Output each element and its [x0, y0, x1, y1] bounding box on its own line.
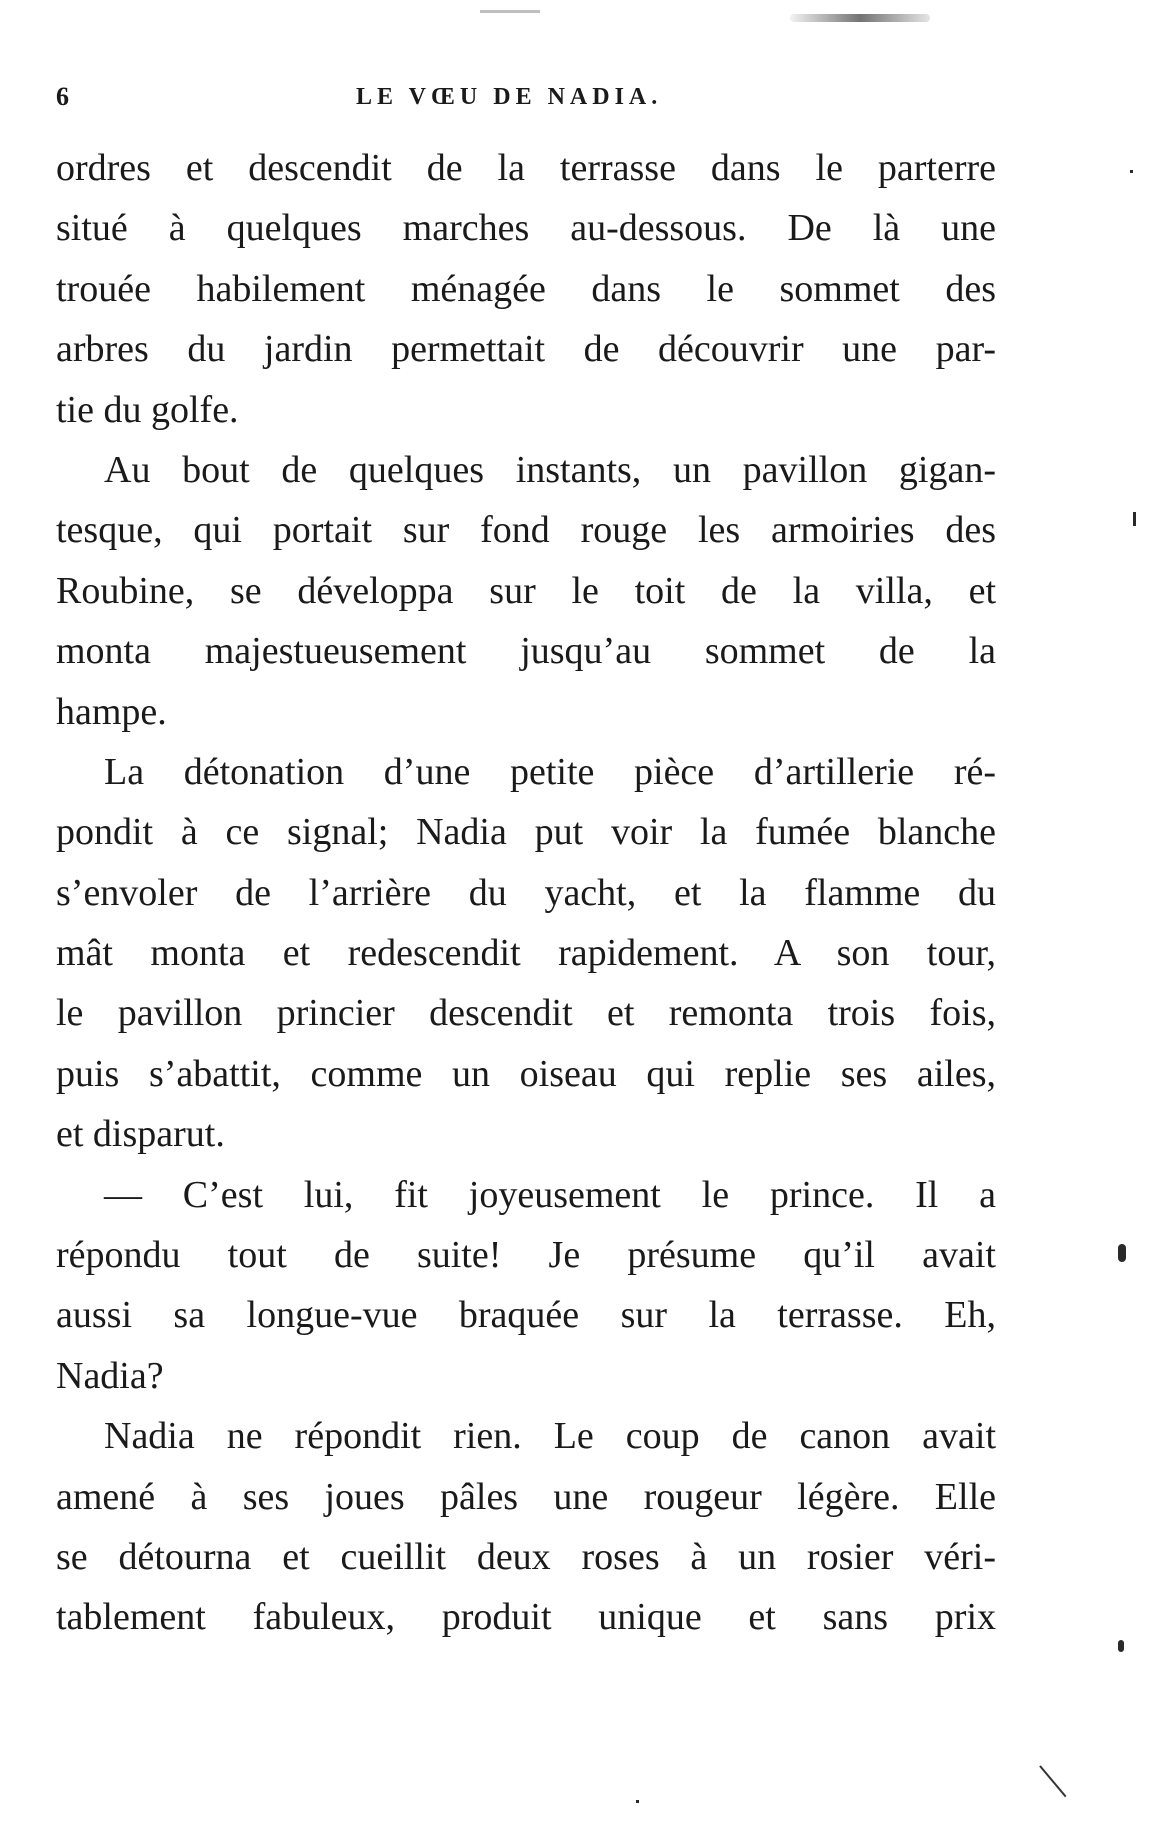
text-line: situé à quelques marches au-dessous. De là une: [56, 207, 996, 250]
text-line: mât monta et redescendit rapidement. A son tour,: [56, 932, 996, 975]
text-line: et disparut.: [56, 1113, 225, 1156]
text-line: Roubine, se développa sur le toit de la villa, et: [56, 569, 996, 612]
text-line: tie du golfe.: [56, 388, 239, 431]
scan-speck: [1118, 1244, 1126, 1262]
text-line: — C’est lui, fit joyeusement le prince. Il a: [104, 1173, 996, 1216]
text-line: amené à ses joues pâles une rougeur légère. Elle: [56, 1475, 996, 1518]
page-header: [56, 82, 996, 122]
text-line: Au bout de quelques instants, un pavillon gigan-: [104, 448, 996, 491]
text-line: se détourna et cueillit deux roses à un rosier véri-: [56, 1535, 996, 1578]
text-line: répondu tout de suite! Je présume qu’il avait: [56, 1234, 996, 1277]
text-line: hampe.: [56, 690, 167, 733]
text-line: Nadia ne répondit rien. Le coup de canon avait: [104, 1415, 996, 1458]
scan-speck: [1118, 1640, 1124, 1652]
scan-speck: [1130, 170, 1133, 173]
text-line: tablement fabuleux, produit unique et sans prix: [56, 1596, 996, 1639]
text-line: s’envoler de l’arrière du yacht, et la flamme du: [56, 871, 996, 914]
text-line: trouée habilement ménagée dans le sommet des: [56, 267, 996, 310]
scan-smudge: [790, 14, 930, 22]
text-line: tesque, qui portait sur fond rouge les armoiries des: [56, 509, 996, 552]
text-line: La détonation d’une petite pièce d’artillerie ré-: [104, 750, 996, 793]
scan-speck: [636, 1800, 639, 1803]
text-line: ordres et descendit de la terrasse dans le parterre: [56, 147, 996, 189]
scan-mark: [1039, 1765, 1066, 1797]
running-title: LE VŒU DE NADIA.: [356, 84, 663, 110]
text-line: monta majestueusement jusqu’au sommet de la: [56, 630, 996, 673]
text-line: Nadia?: [56, 1354, 164, 1397]
text-line: puis s’abattit, comme un oiseau qui replie ses ailes,: [56, 1052, 996, 1095]
page-number: 6: [56, 82, 70, 111]
text-line: le pavillon princier descendit et remonta trois fois,: [56, 992, 996, 1035]
scan-mark: [480, 10, 540, 13]
scan-speck: [1133, 512, 1136, 526]
text-line: aussi sa longue-vue braquée sur la terrasse. Eh,: [56, 1294, 996, 1337]
text-line: arbres du jardin permettait de découvrir une par-: [56, 328, 996, 371]
text-line: pondit à ce signal; Nadia put voir la fumée blanche: [56, 811, 996, 854]
body-text: [56, 138, 996, 1648]
